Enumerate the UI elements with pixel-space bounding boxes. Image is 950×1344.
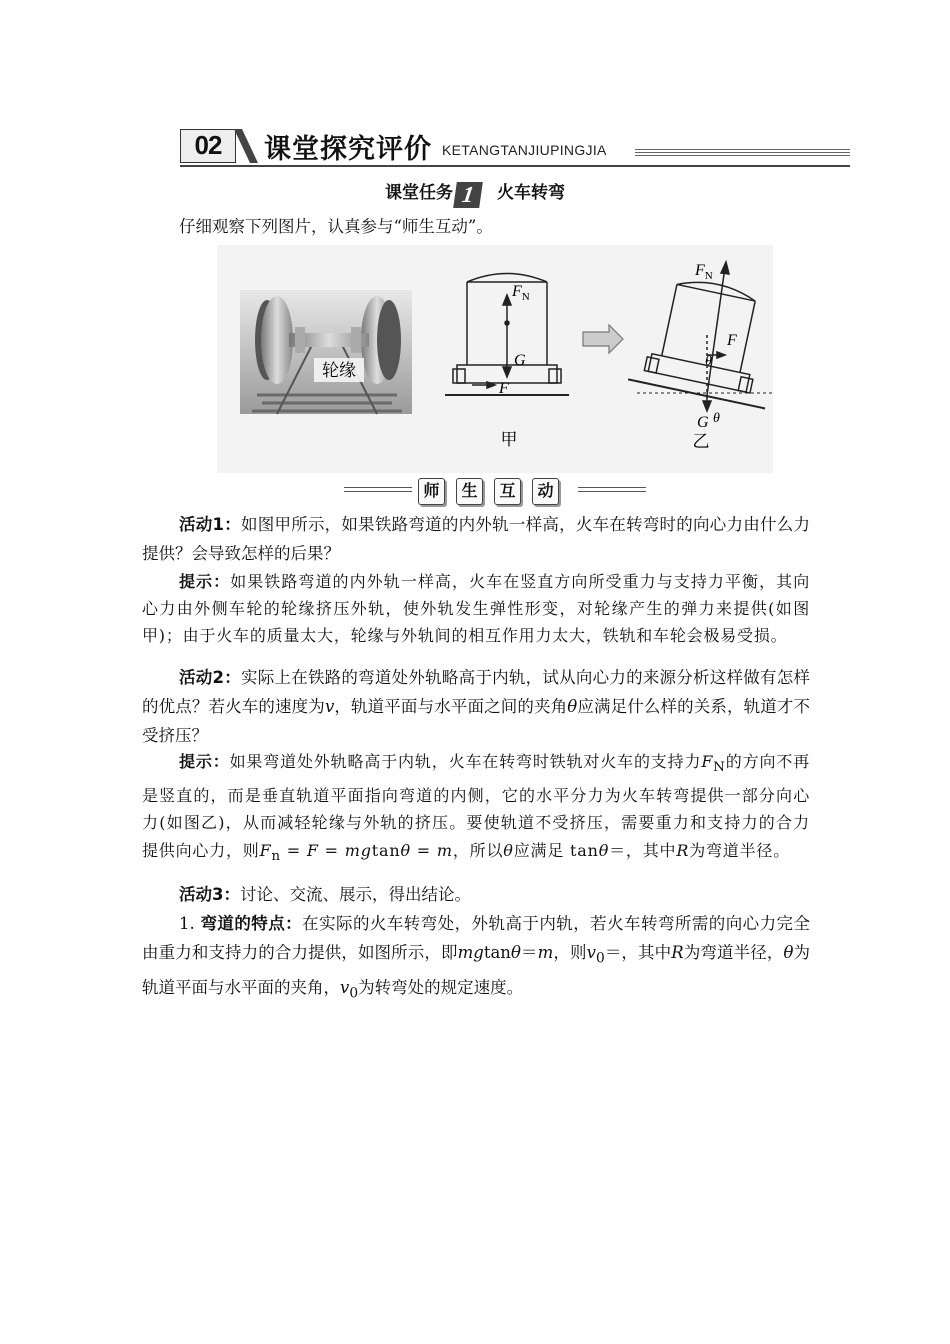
section-pinyin: KETANGTANJIUPINGJIA xyxy=(442,142,607,158)
wheel-label: 轮缘 xyxy=(322,361,356,381)
activity-2-v: v xyxy=(324,697,335,716)
conclusion-1-v0-sub: 0 xyxy=(595,950,605,967)
hint-2-text-c: ，所以 xyxy=(452,840,504,860)
task-label: 课堂任务 xyxy=(385,183,453,203)
conclusion-1-text-d: 为弯道半径， xyxy=(683,943,784,962)
activity-2-theta: θ xyxy=(567,697,578,716)
activity-2 xyxy=(142,663,810,750)
diagram-b-theta-upper: θ xyxy=(705,354,712,369)
hint-2-theta3: θ xyxy=(598,840,610,860)
activity-1 xyxy=(142,510,810,568)
task-badge: 1 xyxy=(453,182,483,208)
diagram-a-g: G xyxy=(514,352,526,369)
section-header xyxy=(180,125,850,171)
hint-2-fn: F xyxy=(701,752,714,771)
banner-char-1: 师 xyxy=(418,478,445,505)
diagram-b xyxy=(628,262,773,411)
hint-2-r: R xyxy=(676,840,690,860)
wheelset-photo xyxy=(240,290,412,414)
hint-2-formula-mg: mg xyxy=(344,840,372,860)
hint-2-text-f: 为弯道半径。 xyxy=(689,840,790,860)
interaction-banner xyxy=(330,478,630,508)
conclusion-1-v0b: v xyxy=(340,978,350,998)
conclusion-1-theta2: θ xyxy=(783,943,794,962)
hint-2-text-e: ＝，其中 xyxy=(609,840,677,860)
conclusion-1-text-b: ，则 xyxy=(553,943,587,962)
diagram-a-f: F xyxy=(499,380,509,397)
conclusion-1-num: 1. xyxy=(179,914,201,933)
conclusion-1-r: R xyxy=(671,943,684,962)
conclusion-1-eq: ＝ xyxy=(520,943,538,962)
hint-1-text: 如果铁路弯道的内外轨一样高，火车在竖直方向所受重力与支持力平衡，其向心力由外侧车轮的轮缘挤压外轨，使外轨发生弹性形变，对轮缘产生的弹力来提供(如图甲)；由于火车的质量太大，轮缘与外轨间的相互作用力太大，铁轨和车轮会极易受损。 xyxy=(142,572,810,645)
diagram-b-f: F xyxy=(727,332,737,349)
transition-arrow-icon xyxy=(583,325,623,353)
conclusion-1-theta: θ xyxy=(510,943,521,962)
conclusion-1 xyxy=(142,909,810,1009)
diagram-b-theta-lower: θ xyxy=(713,411,720,426)
conclusion-1-mg: mg xyxy=(457,943,484,962)
hint-1-label: 提示： xyxy=(179,572,231,591)
diagram-a xyxy=(445,274,569,396)
conclusion-1-m: m xyxy=(537,943,554,962)
conclusion-1-v0b-sub: 0 xyxy=(349,985,359,1002)
hint-2-formula-eq: = xyxy=(410,840,437,860)
hint-2-theta2: θ xyxy=(503,840,514,860)
hint-2-text-a: 如果弯道处外轨略高于内轨，火车在转弯时铁轨对火车的支持力 xyxy=(229,752,702,771)
activity-2-text-b: ，轨道平面与水平面之间的夹角 xyxy=(334,697,568,716)
conclusion-1-text-e: 为轨道平面与水平面的夹角， xyxy=(142,943,811,998)
section-divider-icon xyxy=(234,129,258,163)
caption-a: 甲 xyxy=(500,430,518,450)
hint-2-fn-sub: N xyxy=(713,760,726,776)
intro-text: 仔细观察下列图片，认真参与“师生互动”。 xyxy=(179,217,493,236)
activity-3-label: 活动3： xyxy=(179,885,240,904)
figure-svg xyxy=(217,245,773,473)
activity-2-label: 活动2： xyxy=(179,668,241,687)
activity-3-text: 讨论、交流、展示，得出结论。 xyxy=(239,885,471,904)
hint-2-text-b: 的方向不再是竖直的，而是垂直轨道平面指向弯道的内侧，它的水平分力为火车转弯提供一部分向心力(如图乙)，从而减轻轮缘与外轨的挤压。要使轨道不受挤压，需要重力和支持力的合力提供向心力，则 xyxy=(142,752,810,860)
hint-2-label: 提示： xyxy=(179,752,230,771)
conclusion-1-text-a: 在实际的火车转弯处，外轨高于内轨，若火车转弯所需的向心力完全由重力和支持力的合力提供，如图所示，即 xyxy=(142,914,810,962)
banner-char-2: 生 xyxy=(456,478,483,505)
caption-b: 乙 xyxy=(692,432,710,452)
train-turn-figure xyxy=(217,245,773,473)
task-title-row xyxy=(0,178,950,212)
banner-left-lines xyxy=(344,487,412,495)
banner-char-4: 动 xyxy=(532,478,559,505)
task-title: 火车转弯 xyxy=(497,183,565,203)
hint-2-formula-theta: θ xyxy=(400,840,411,860)
activity-3 xyxy=(142,880,810,909)
banner-char-3: 互 xyxy=(494,478,521,505)
conclusion-1-text-f: 为转弯处的规定速度。 xyxy=(358,978,524,998)
diagram-b-fn: $F_N$ xyxy=(695,262,713,282)
activity-2-text-a: 实际上在铁路的弯道处外轨略高于内轨，试从向心力的来源分析这样做有怎样的优点？若火车的速度为 xyxy=(142,668,811,716)
activity-1-text: 如图甲所示，如果铁路弯道的内外轨一样高，火车在转弯时的向心力由什么力提供？会导致怎样的后果？ xyxy=(142,515,811,563)
conclusion-1-v0: v xyxy=(586,943,596,962)
hint-2 xyxy=(142,748,810,870)
section-rule-lines xyxy=(635,149,850,159)
diagram-a-fn: $F_N$ xyxy=(512,283,530,303)
hint-2-text-d: 应满足 tan xyxy=(513,840,599,860)
activity-1-label: 活动1： xyxy=(179,515,241,534)
hint-2-formula-m: m xyxy=(436,840,453,860)
activity-2-text-c: 应满足什么样的关系，轨道才不受挤压？ xyxy=(142,697,811,745)
hint-2-formula-mid: = F = xyxy=(280,840,345,860)
hint-1 xyxy=(142,568,810,649)
section-title: 课堂探究评价 xyxy=(264,134,432,165)
section-underline xyxy=(180,165,850,167)
hint-2-formula-tan: tan xyxy=(371,840,401,860)
hint-2-formula-f: F xyxy=(259,840,272,860)
conclusion-1-text-c: ＝，其中 xyxy=(604,943,672,962)
hint-2-formula-n: n xyxy=(271,848,281,864)
section-number: 02 xyxy=(180,129,236,163)
conclusion-1-tan: tan xyxy=(483,943,511,962)
diagram-b-g: G xyxy=(697,414,709,431)
conclusion-1-label: 弯道的特点： xyxy=(200,914,303,933)
banner-right-lines xyxy=(578,487,646,495)
banner-chars xyxy=(418,478,570,505)
